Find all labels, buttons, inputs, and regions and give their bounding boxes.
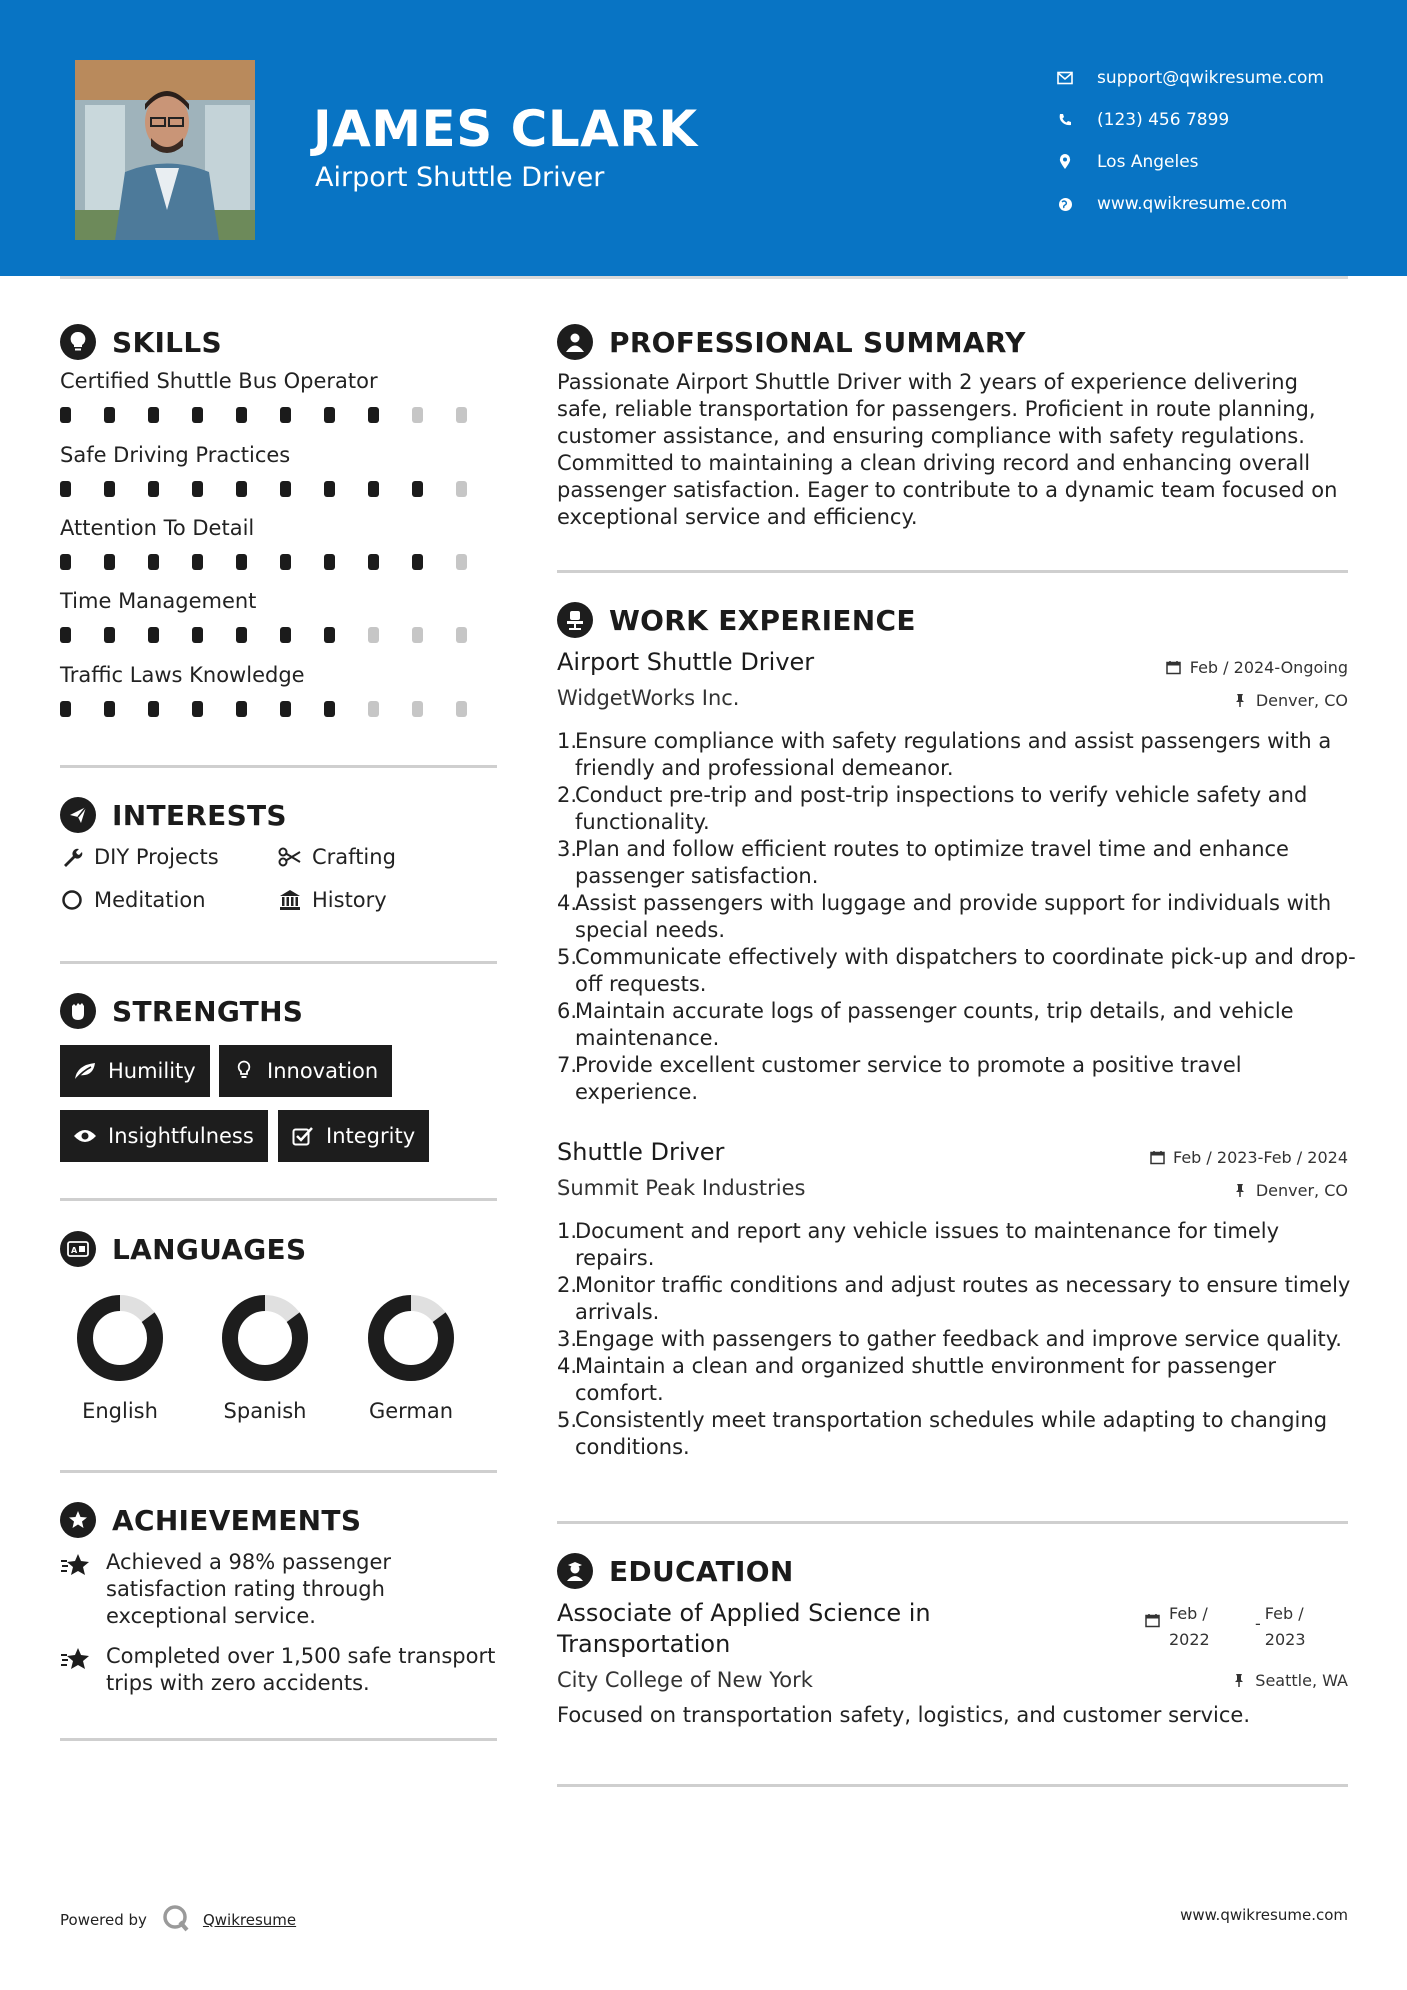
- degree-title: Associate of Applied Science in Transportation: [557, 1599, 931, 1658]
- rating-dot-empty: [412, 407, 423, 423]
- achievement-item: [60, 1643, 500, 1697]
- responsibility-item: 4. Assist passengers with luggage and provide support for individuals with special needs.: [557, 891, 1332, 942]
- rating-dot-filled: [368, 407, 379, 423]
- interest-label: Crafting: [312, 845, 396, 869]
- education-heading: [557, 1553, 794, 1589]
- strengths-title: STRENGTHS: [112, 994, 304, 1028]
- skill-name: Certified Shuttle Bus Operator: [60, 369, 378, 393]
- rating-dot-filled: [60, 407, 71, 423]
- rating-dot-filled: [236, 481, 247, 497]
- rating-dot-filled: [412, 481, 423, 497]
- job-company: WidgetWorks Inc.: [557, 686, 740, 710]
- skill-name: Attention To Detail: [60, 516, 255, 540]
- rating-dot-filled: [148, 407, 159, 423]
- language-proficiency-ring: [220, 1293, 310, 1383]
- skills-title: SKILLS: [112, 325, 222, 359]
- interest-item: [60, 888, 206, 912]
- contact-email[interactable]: [1055, 57, 1324, 99]
- pushpin-icon: [1231, 1673, 1247, 1689]
- education-location: [1231, 1671, 1348, 1690]
- experience-heading: [557, 602, 916, 638]
- summary-text: Passionate Airport Shuttle Driver with 2 years of experience delivering safe, reliable transportation for passengers. Proficient in route planning, customer assistance, and ensuring compliance with safety regulations. Committed to maintaining a clean driving record and enhancing overall passenger satisfaction. Eager to contribute to a dynamic team focused on exceptional service and efficiency.: [557, 370, 1338, 529]
- languages-heading: [60, 1231, 306, 1267]
- language-name: English: [82, 1399, 158, 1423]
- responsibility-item: 3. Engage with passengers to gather feedback and improve service quality.: [557, 1327, 1342, 1351]
- interests-heading: [60, 797, 287, 833]
- interest-item: [60, 845, 219, 869]
- candidate-name: JAMES CLARK: [313, 100, 698, 158]
- job-location-text: Denver, CO: [1255, 1181, 1348, 1200]
- summary-heading: [557, 324, 1026, 360]
- globe-icon: [1055, 194, 1075, 214]
- job-date-text: Feb / 2024-Ongoing: [1189, 658, 1348, 677]
- language-item: [356, 1293, 466, 1423]
- language-icon: [60, 1231, 96, 1267]
- responsibility-item: 1. Ensure compliance with safety regulations and assist passengers with a friendly and professional demeanor.: [557, 729, 1332, 780]
- rating-dot-empty: [368, 701, 379, 717]
- strength-label: Innovation: [267, 1059, 379, 1083]
- wrench-icon: [60, 845, 84, 869]
- achievements-heading: [60, 1502, 361, 1538]
- responsibility-text: Conduct pre-trip and post-trip inspections to verify vehicle safety and functionality.: [575, 783, 1308, 834]
- svg-text:A: A: [71, 1246, 78, 1255]
- rating-dot-filled: [192, 554, 203, 570]
- rating-dot-filled: [104, 481, 115, 497]
- pushpin-icon: [1232, 1183, 1248, 1199]
- rating-dot-filled: [192, 627, 203, 643]
- skill-item: [60, 589, 500, 643]
- responsibility-text: Engage with passengers to gather feedback and improve service quality.: [575, 1327, 1342, 1351]
- interest-label: DIY Projects: [94, 845, 219, 869]
- raised-fist-icon: [60, 993, 96, 1029]
- interests-title: INTERESTS: [112, 798, 287, 832]
- rating-dot-filled: [324, 481, 335, 497]
- rating-dot-filled: [60, 627, 71, 643]
- contact-phone-text: (123) 456 7899: [1097, 110, 1230, 130]
- rating-dot-empty: [456, 407, 467, 423]
- star-icon: [60, 1647, 94, 1697]
- responsibility-text: Consistently meet transportation schedules while adapting to changing conditions.: [575, 1408, 1328, 1459]
- rating-dot-filled: [280, 627, 291, 643]
- skill-rating: [60, 701, 500, 717]
- office-chair-icon: [557, 602, 593, 638]
- rating-dot-filled: [412, 554, 423, 570]
- strength-badge: [60, 1045, 210, 1097]
- skill-item: [60, 443, 500, 497]
- skill-item: [60, 369, 500, 423]
- lightbulb-icon: [60, 324, 96, 360]
- contact-list: [1055, 57, 1324, 225]
- responsibility-text: Ensure compliance with safety regulations and assist passengers with a friendly and professional demeanor.: [575, 729, 1332, 780]
- rating-dot-empty: [412, 701, 423, 717]
- qwikresume-logo-icon: [161, 1903, 191, 1937]
- powered-by-label: Powered by: [60, 1911, 147, 1929]
- rating-dot-filled: [148, 701, 159, 717]
- rating-dot-filled: [148, 554, 159, 570]
- strength-badge: [278, 1110, 429, 1162]
- achievement-text: Completed over 1,500 safe transport trips with zero accidents.: [106, 1644, 496, 1695]
- responsibility-text: Provide excellent customer service to promote a positive travel experience.: [575, 1053, 1242, 1104]
- skill-name: Time Management: [60, 589, 257, 613]
- rating-dot-filled: [148, 627, 159, 643]
- strength-label: Integrity: [326, 1124, 416, 1148]
- job-location: [1232, 1181, 1348, 1200]
- responsibility-text: Maintain a clean and organized shuttle environment for passenger comfort.: [575, 1354, 1276, 1405]
- rating-dot-filled: [324, 701, 335, 717]
- rating-dot-empty: [412, 627, 423, 643]
- rating-dot-filled: [236, 554, 247, 570]
- rating-dot-filled: [104, 407, 115, 423]
- calendar-icon: [1149, 1150, 1165, 1166]
- leaf-icon: [72, 1058, 98, 1084]
- rating-dot-empty: [368, 627, 379, 643]
- section-divider: [557, 570, 1348, 573]
- responsibility-item: 5. Communicate effectively with dispatchers to coordinate pick-up and drop-off requests.: [557, 945, 1356, 996]
- section-divider: [557, 1521, 1348, 1524]
- responsibility-item: 4. Maintain a clean and organized shuttle environment for passenger comfort.: [557, 1354, 1276, 1405]
- strengths-heading: [60, 993, 303, 1029]
- rating-dot-filled: [236, 627, 247, 643]
- job-date: [1166, 658, 1348, 677]
- rating-dot-empty: [456, 481, 467, 497]
- rating-dot-filled: [236, 407, 247, 423]
- contact-location-text: Los Angeles: [1097, 152, 1199, 172]
- rating-dot-filled: [104, 554, 115, 570]
- responsibility-item: 1. Document and report any vehicle issues to maintenance for timely repairs.: [557, 1219, 1280, 1270]
- phone-icon: [1055, 110, 1075, 130]
- rating-dot-filled: [280, 481, 291, 497]
- interest-item: [278, 888, 387, 912]
- section-divider: [60, 1198, 497, 1201]
- job-responsibilities: [557, 1218, 1357, 1461]
- skill-item: [60, 663, 500, 717]
- achievement-item: [60, 1549, 500, 1630]
- map-pin-icon: [1055, 152, 1075, 172]
- rating-dot-filled: [324, 554, 335, 570]
- language-name: German: [368, 1399, 454, 1423]
- responsibility-text: Monitor traffic conditions and adjust routes as necessary to ensure timely arrivals.: [575, 1273, 1351, 1324]
- rating-dot-filled: [192, 701, 203, 717]
- language-item: [65, 1293, 175, 1423]
- profile-photo: [75, 60, 255, 240]
- star-icon: [60, 1553, 94, 1630]
- section-divider: [60, 765, 497, 768]
- strength-badge: [60, 1110, 268, 1162]
- contact-location: [1055, 141, 1324, 183]
- education-start-date: [1145, 1601, 1219, 1653]
- interest-label: Meditation: [94, 888, 206, 912]
- rating-dot-filled: [60, 554, 71, 570]
- section-divider: [60, 1470, 497, 1473]
- rating-dot-filled: [236, 701, 247, 717]
- rating-dot-filled: [104, 701, 115, 717]
- rating-dot-filled: [280, 701, 291, 717]
- lightbulb-icon: [231, 1058, 257, 1084]
- resume-header: [0, 0, 1407, 276]
- skill-rating: [60, 554, 500, 570]
- responsibility-text: Communicate effectively with dispatchers to coordinate pick-up and drop-off requests.: [575, 945, 1356, 996]
- rating-dot-empty: [456, 627, 467, 643]
- education-end-text: Feb / 2023: [1264, 1604, 1306, 1649]
- job-company: Summit Peak Industries: [557, 1176, 806, 1200]
- skill-name: Traffic Laws Knowledge: [60, 663, 305, 687]
- circle-icon: [60, 888, 84, 912]
- rating-dot-filled: [148, 481, 159, 497]
- interest-label: History: [312, 888, 387, 912]
- rating-dot-filled: [60, 481, 71, 497]
- user-icon: [557, 324, 593, 360]
- contact-phone[interactable]: [1055, 99, 1324, 141]
- rating-dot-filled: [368, 554, 379, 570]
- bank-icon: [278, 888, 302, 912]
- qwikresume-link[interactable]: Qwikresume: [202, 1911, 297, 1929]
- responsibility-text: Document and report any vehicle issues to maintenance for timely repairs.: [575, 1219, 1280, 1270]
- language-item: [210, 1293, 320, 1423]
- rating-dot-empty: [456, 554, 467, 570]
- skill-item: [60, 516, 500, 570]
- skill-rating: [60, 627, 500, 643]
- contact-website[interactable]: [1055, 183, 1324, 225]
- job-title: Shuttle Driver: [557, 1138, 725, 1166]
- school-name: City College of New York: [557, 1668, 813, 1692]
- skills-heading: [60, 324, 222, 360]
- contact-email-text: support@qwikresume.com: [1097, 68, 1324, 88]
- rating-dot-filled: [192, 481, 203, 497]
- contact-website-text: www.qwikresume.com: [1097, 194, 1288, 214]
- responsibility-item: 3. Plan and follow efficient routes to optimize travel time and enhance passenger satisfaction.: [557, 837, 1289, 888]
- rating-dot-filled: [368, 481, 379, 497]
- achievements-title: ACHIEVEMENTS: [112, 1503, 362, 1537]
- responsibility-text: Plan and follow efficient routes to optimize travel time and enhance passenger satisfaction.: [575, 837, 1289, 888]
- education-description: Focused on transportation safety, logistics, and customer service.: [557, 1703, 1251, 1727]
- date-separator: -: [1255, 1614, 1261, 1633]
- header-divider: [60, 276, 1348, 279]
- rating-dot-filled: [104, 627, 115, 643]
- education-start-text: Feb / 2022: [1169, 1604, 1210, 1649]
- education-location-text: Seattle, WA: [1255, 1671, 1348, 1690]
- language-proficiency-ring: [366, 1293, 456, 1383]
- rating-dot-filled: [280, 554, 291, 570]
- rating-dot-filled: [280, 407, 291, 423]
- rating-dot-filled: [324, 627, 335, 643]
- strength-label: Humility: [108, 1059, 196, 1083]
- graduate-icon: [557, 1553, 593, 1589]
- education-title: EDUCATION: [609, 1554, 794, 1588]
- rating-dot-empty: [456, 701, 467, 717]
- calendar-icon: [1166, 660, 1182, 676]
- section-divider: [60, 1738, 497, 1741]
- job-title: Airport Shuttle Driver: [557, 648, 815, 676]
- strength-badge: [219, 1045, 392, 1097]
- language-proficiency-ring: [75, 1293, 165, 1383]
- footer-branding: [60, 1903, 296, 1937]
- star-badge-icon: [60, 1502, 96, 1538]
- skill-rating: [60, 481, 500, 497]
- responsibility-item: 2. Monitor traffic conditions and adjust routes as necessary to ensure timely arrivals.: [557, 1273, 1351, 1324]
- rating-dot-filled: [60, 701, 71, 717]
- section-divider: [60, 961, 497, 964]
- responsibility-item: 5. Consistently meet transportation schedules while adapting to changing conditions.: [557, 1408, 1328, 1459]
- responsibility-text: Assist passengers with luggage and provide support for individuals with special needs.: [575, 891, 1332, 942]
- responsibility-item: 2. Conduct pre-trip and post-trip inspections to verify vehicle safety and functionality.: [557, 783, 1308, 834]
- job-date-text: Feb / 2023-Feb / 2024: [1173, 1148, 1348, 1167]
- skill-rating: [60, 407, 500, 423]
- job-date: [1149, 1148, 1348, 1167]
- section-divider: [557, 1784, 1348, 1787]
- responsibility-item: 7. Provide excellent customer service to promote a positive travel experience.: [557, 1053, 1242, 1104]
- footer-url[interactable]: www.qwikresume.com: [1180, 1906, 1348, 1924]
- languages-title: LANGUAGES: [112, 1232, 307, 1266]
- paper-plane-icon: [60, 797, 96, 833]
- experience-title: WORK EXPERIENCE: [609, 603, 916, 637]
- scissors-icon: [278, 845, 302, 869]
- language-name: Spanish: [223, 1399, 307, 1423]
- responsibility-item: 6. Maintain accurate logs of passenger counts, trip details, and vehicle maintenance.: [557, 999, 1294, 1050]
- calendar-icon: [1145, 1613, 1161, 1629]
- job-location-text: Denver, CO: [1255, 691, 1348, 710]
- education-end-date: [1255, 1601, 1315, 1653]
- strength-label: Insightfulness: [108, 1124, 254, 1148]
- interest-item: [278, 845, 396, 869]
- rating-dot-filled: [192, 407, 203, 423]
- achievement-text: Achieved a 98% passenger satisfaction rating through exceptional service.: [106, 1550, 392, 1628]
- checkbox-icon: [290, 1123, 316, 1149]
- skill-name: Safe Driving Practices: [60, 443, 291, 467]
- responsibility-text: Maintain accurate logs of passenger counts, trip details, and vehicle maintenance.: [575, 999, 1294, 1050]
- envelope-icon: [1055, 68, 1075, 88]
- job-location: [1232, 691, 1348, 710]
- eye-icon: [72, 1123, 98, 1149]
- summary-title: PROFESSIONAL SUMMARY: [609, 325, 1026, 359]
- pushpin-icon: [1232, 693, 1248, 709]
- candidate-title: Airport Shuttle Driver: [315, 162, 605, 193]
- rating-dot-filled: [324, 407, 335, 423]
- job-responsibilities: [557, 728, 1357, 1106]
